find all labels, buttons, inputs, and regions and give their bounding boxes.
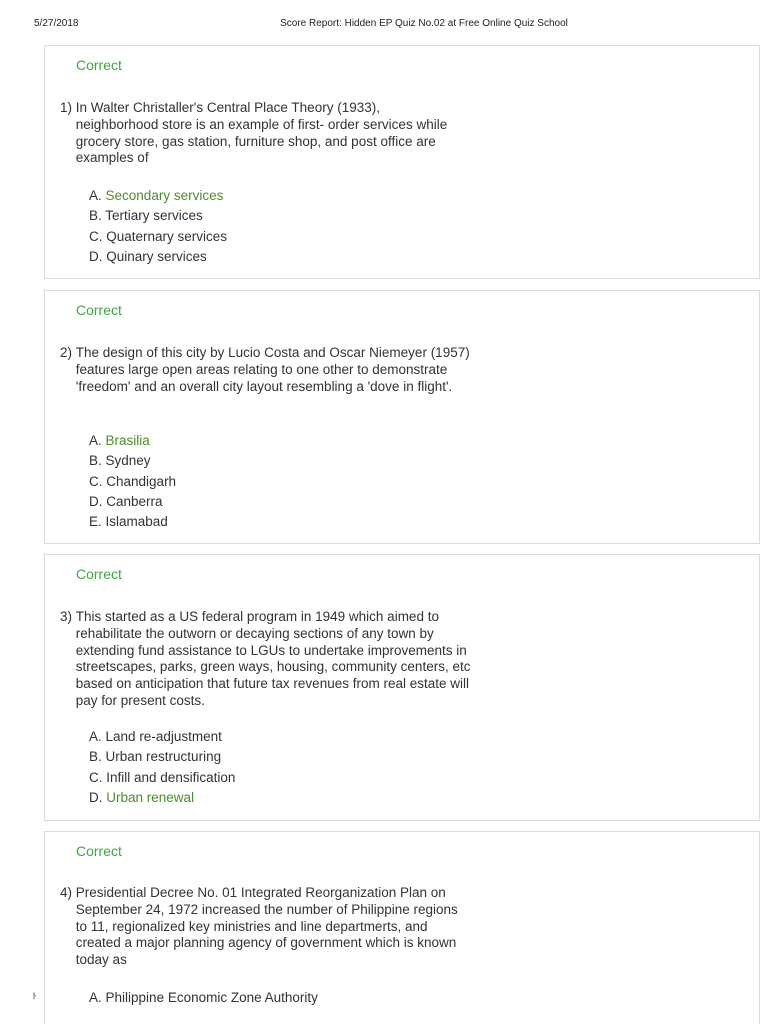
- option-letter: D.: [89, 789, 103, 805]
- option-text: Quaternary services: [106, 228, 228, 244]
- question-text: [60, 345, 480, 395]
- answer-option: [89, 768, 235, 788]
- option-letter: A.: [89, 188, 102, 203]
- answer-option: [89, 206, 227, 226]
- question-card-1: [44, 45, 760, 279]
- option-text: Philippine Economic Zone Authority: [105, 990, 318, 1005]
- answer-option: [89, 788, 235, 808]
- question-text: [60, 100, 460, 167]
- question-number: 4): [60, 885, 73, 900]
- option-text: Land re-adjustment: [105, 729, 222, 744]
- option-text: Infill and densification: [106, 769, 236, 785]
- answer-option: [89, 988, 318, 1008]
- option-letter: D.: [89, 248, 103, 264]
- option-letter: A.: [89, 990, 102, 1005]
- option-letter: B.: [89, 453, 102, 469]
- answer-option: [89, 451, 176, 471]
- question-text: [60, 609, 480, 710]
- question-number: 3): [60, 609, 73, 624]
- question-body: The design of this city by Lucio Costa and Oscar Niemeyer (1957) features large open areas relating to one other to demonstrate 'freedom' and an overall city layout resembling a 'dove in flight'.: [75, 345, 470, 394]
- question-text: [60, 885, 460, 969]
- option-letter: A.: [89, 729, 102, 744]
- answer-status: Correct: [76, 57, 122, 73]
- answer-options: [89, 727, 235, 808]
- option-letter: C.: [89, 473, 103, 489]
- option-text-correct: Urban renewal: [106, 789, 195, 805]
- option-text: Chandigarh: [106, 473, 177, 489]
- option-text: Sydney: [105, 453, 151, 469]
- answer-option: [89, 186, 227, 206]
- question-card-2: [44, 290, 760, 544]
- question-number: 1): [60, 100, 73, 115]
- print-title: Score Report: Hidden EP Quiz No.02 at Free Online Quiz School: [280, 18, 568, 29]
- option-letter: E.: [89, 514, 102, 530]
- question-number: 2): [60, 345, 73, 360]
- print-date: 5/27/2018: [34, 18, 79, 29]
- option-text-correct: Secondary services: [105, 188, 224, 203]
- answer-option: [89, 472, 176, 492]
- question-body: This started as a US federal program in 1949 which aimed to rehabilitate the outworn or decaying sections of any town by extending fund assistance to LGUs to undertake improvements in streetscapes, parks, green ways, housing, community centers, etc based on anticipation that future tax revenues from real estate will pay for present costs.: [75, 609, 471, 708]
- option-letter: D.: [89, 493, 103, 509]
- answer-status: Correct: [76, 843, 122, 859]
- answer-options: [89, 186, 227, 267]
- answer-option: [89, 747, 235, 767]
- option-text: Quinary services: [106, 248, 207, 264]
- option-text: Islamabad: [105, 514, 168, 530]
- option-text: Canberra: [106, 493, 163, 509]
- question-card-4: [44, 831, 760, 1024]
- option-text: Tertiary services: [105, 208, 203, 224]
- answer-option: [89, 492, 176, 512]
- answer-option: [89, 727, 235, 747]
- answer-option: [89, 512, 176, 532]
- option-letter: B.: [89, 208, 102, 224]
- option-letter: B.: [89, 749, 102, 765]
- print-header: [0, 18, 768, 32]
- option-letter: A.: [89, 433, 102, 448]
- answer-status: Correct: [76, 302, 122, 318]
- answer-options: [89, 431, 176, 532]
- option-text-correct: Brasilia: [105, 433, 150, 448]
- answer-status: Correct: [76, 566, 122, 582]
- page-marker: ŀ: [33, 991, 37, 1001]
- option-text: Urban restructuring: [105, 749, 222, 765]
- answer-option: [89, 247, 227, 267]
- question-body: In Walter Christaller's Central Place Theory (1933), neighborhood store is an example of first- order services while grocery store, gas station, furniture shop, and post office are examples of: [75, 100, 448, 166]
- answer-options: [89, 988, 318, 1008]
- answer-option: [89, 431, 176, 451]
- question-body: Presidential Decree No. 01 Integrated Reorganization Plan on September 24, 1972 increased the number of Philippine regions to 11, regionalized key ministries and line departmerts, and created a major planning agency of government which is known today as: [75, 885, 458, 968]
- answer-option: [89, 227, 227, 247]
- option-letter: C.: [89, 228, 103, 244]
- question-card-3: [44, 554, 760, 821]
- option-letter: C.: [89, 769, 103, 785]
